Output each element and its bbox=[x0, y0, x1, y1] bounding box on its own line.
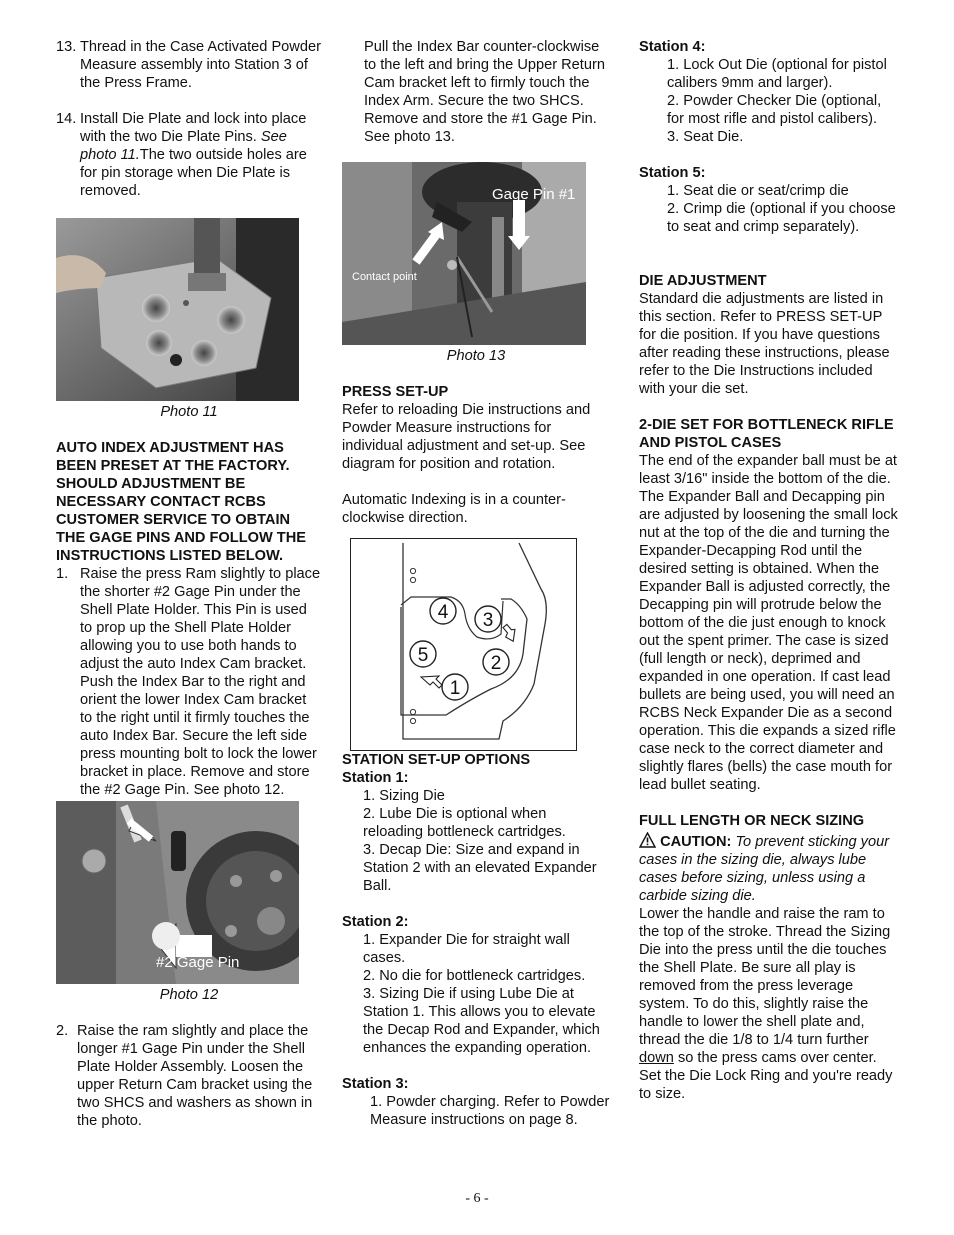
station-5-item: 2. Crimp die (optional if you choose to seat and crimp separately). bbox=[667, 201, 896, 235]
step-text-part: Install Die Plate and lock into place with the two Die Plate Pins. bbox=[80, 111, 307, 145]
column-3 bbox=[639, 38, 901, 1103]
photo-12 bbox=[56, 801, 299, 984]
instruction-item-1 bbox=[56, 565, 322, 799]
item-text: Raise the ram slightly and place the longer #1 Gage Pin under the Shell Plate Holder Assembly. Loosen the upper Return Cam bracket using the two SHCS and washers as shown in the photo. bbox=[77, 1023, 313, 1129]
station-2-heading: Station 2: bbox=[342, 914, 409, 930]
station-options-heading: STATION SET-UP OPTIONS bbox=[342, 752, 531, 768]
photo-13 bbox=[342, 162, 586, 345]
caution-paragraph bbox=[639, 832, 901, 905]
station-2-label: 2 bbox=[490, 653, 502, 674]
column-1 bbox=[56, 38, 322, 1130]
photo-12-caption: Photo 12 bbox=[159, 987, 219, 1003]
sizing-text bbox=[639, 905, 901, 1103]
step-number: 14. bbox=[56, 111, 77, 127]
continued-text: Pull the Index Bar counter-clockwise to the left and bring the Upper Return Cam bracket left to firmly touch the Index Arm. Secure the two SHCS. Remove and store the #1 Gage Pin. See photo 13. bbox=[364, 39, 605, 145]
station-5-heading: Station 5: bbox=[639, 165, 706, 181]
station-2-item: 1. Expander Die for straight wall cases. bbox=[363, 932, 570, 966]
station-4-item: 3. Seat Die. bbox=[667, 129, 744, 145]
photo-13-caption: Photo 13 bbox=[446, 348, 506, 364]
step-14 bbox=[56, 110, 322, 200]
caution-text: To prevent sticking your cases in the sizing die, always lube cases before sizing, unless using a carbide sizing die. bbox=[639, 834, 890, 904]
station-1-heading: Station 1: bbox=[342, 770, 409, 786]
photo-11 bbox=[56, 218, 299, 401]
station-2-item: 2. No die for bottleneck cartridges. bbox=[363, 968, 586, 984]
step-text-part: The two outside holes are for pin storage when Die Plate is removed. bbox=[80, 147, 307, 199]
station-4-item: 2. Powder Checker Die (optional, for most rifle and pistol calibers). bbox=[667, 93, 882, 127]
rotation-arrow-icon bbox=[421, 676, 442, 688]
photo-12-label: #2 Gage Pin bbox=[156, 954, 240, 971]
sizing-text-part: so the press cams over center. Set the Die Lock Ring and you're ready to size. bbox=[639, 1050, 893, 1102]
station-3-item: 1. Powder charging. Refer to Powder Measure instructions on page 8. bbox=[370, 1094, 610, 1128]
station-4-item: 1. Lock Out Die (optional for pistol calibers 9mm and larger). bbox=[667, 57, 887, 91]
die-adjustment-heading: DIE ADJUSTMENT bbox=[639, 273, 767, 289]
gage-pin-1-photo bbox=[342, 162, 586, 345]
item-number: 1. bbox=[56, 566, 69, 582]
station-4-heading: Station 4: bbox=[639, 39, 706, 55]
station-diagram-svg bbox=[351, 539, 576, 750]
photo-13-pin-label: Gage Pin #1 bbox=[492, 186, 576, 203]
rotation-arrow-icon bbox=[500, 622, 520, 643]
auto-index-text: Automatic Indexing is in a counter-clockwise direction. bbox=[342, 492, 566, 526]
two-die-set-heading: 2-DIE SET FOR BOTTLENECK RIFLE AND PISTOL CASES bbox=[639, 417, 894, 451]
die-plate-photo bbox=[56, 218, 299, 401]
page-number: - 6 - bbox=[465, 1191, 489, 1206]
photo-13-contact-label: Contact point bbox=[352, 271, 417, 283]
gage-pin-2-photo bbox=[56, 801, 299, 984]
station-1-label: 1 bbox=[449, 678, 461, 699]
station-3-heading: Station 3: bbox=[342, 1076, 409, 1092]
step-text bbox=[80, 110, 322, 200]
sizing-text-part: Lower the handle and raise the ram to the top of the stroke. Thread the Sizing Die into the press until the die touches the Shell Plate. Be sure all play is removed from the press leverage system. To do this, slightly raise the handle to lower the shell plate and, thread the die 1/8 to 1/4 turn further bbox=[639, 906, 891, 1048]
station-4-label: 4 bbox=[437, 602, 449, 623]
two-die-set-text: The end of the expander ball must be at least 3/16" inside the bottom of the die. The Expander Ball and Decapping pin are adjusted by loosening the small lock nut at the top of the die and turning the Expander-Decapping Rod until the desired setting is obtained. When the Expander Ball is adjusted correctly, the Decapping pin will protrude below the bottom of the die just enough to knock out the spent primer. The case is sized (full length or neck), deprimed and expanded in one operation. If cast lead bullets are being used, you will need an RCBS Neck Expander Die as a second operation. This die expands a sized rifle case neck to the correct diameter and slightly flares (bells) the case mouth for lead bullet seating. bbox=[639, 453, 898, 793]
photo-reference: See photo 11. bbox=[80, 129, 287, 163]
auto-index-warning: AUTO INDEX ADJUSTMENT HAS BEEN PRESET AT THE FACTORY. SHOULD ADJUSTMENT BE NECESSARY CONTACT RCBS CUSTOMER SERVICE TO OBTAIN THE GAGE PINS AND FOLLOW THE INSTRUCTIONS LISTED BELOW. bbox=[56, 440, 306, 564]
station-1-item: 2. Lube Die is optional when reloading bottleneck cartridges. bbox=[363, 806, 566, 840]
sizing-text-underlined: down bbox=[639, 1050, 674, 1066]
caution-label: CAUTION: bbox=[660, 834, 732, 850]
item-number: 2. bbox=[56, 1023, 69, 1039]
station-3-label: 3 bbox=[482, 610, 494, 631]
press-setup-heading: PRESS SET-UP bbox=[342, 384, 449, 400]
station-1-item: 3. Decap Die: Size and expand in Station 2 with an elevated Expander Ball. bbox=[363, 842, 597, 894]
press-setup-text: Refer to reloading Die instructions and Powder Measure instructions for individual adjustment and set-up. See diagram for position and rotation. bbox=[342, 402, 591, 472]
die-adjustment-text: Standard die adjustments are listed in this section. Refer to PRESS SET-UP for die position. If you have questions after reading these instructions, please refer to the Die Instructions included with your die set. bbox=[639, 291, 890, 397]
station-5-label: 5 bbox=[417, 645, 429, 666]
instruction-item-2 bbox=[56, 1022, 322, 1130]
photo-11-caption: Photo 11 bbox=[160, 404, 218, 420]
station-5-item: 1. Seat die or seat/crimp die bbox=[667, 183, 849, 199]
step-number: 13. bbox=[56, 39, 77, 55]
station-2-item: 3. Sizing Die if using Lube Die at Station 1. This allows you to elevate the Decap Rod and Expander, which enhances the expanding operation. bbox=[363, 986, 600, 1056]
column-2 bbox=[342, 38, 610, 1129]
station-1-item: 1. Sizing Die bbox=[363, 788, 445, 804]
station-diagram bbox=[350, 538, 577, 751]
step-13 bbox=[56, 38, 322, 92]
full-length-heading: FULL LENGTH OR NECK SIZING bbox=[639, 813, 865, 829]
step-text: Thread in the Case Activated Powder Measure assembly into Station 3 of the Press Frame. bbox=[80, 39, 321, 91]
warning-triangle-icon bbox=[639, 832, 656, 848]
item-text: Raise the press Ram slightly to place the shorter #2 Gage Pin under the Shell Plate Holder. This Pin is used to prop up the Shell Plate Holder allowing you to use both hands to adjust the auto Index Cam bracket. Push the Index Bar to the right and orient the lower Index Cam bracket to the right until it firmly touches the auto Index Bar. Secure the left side press mounting bolt to lock the lower bracket in place. Remove and store the #2 Gage Pin. See photo 12. bbox=[80, 566, 321, 798]
